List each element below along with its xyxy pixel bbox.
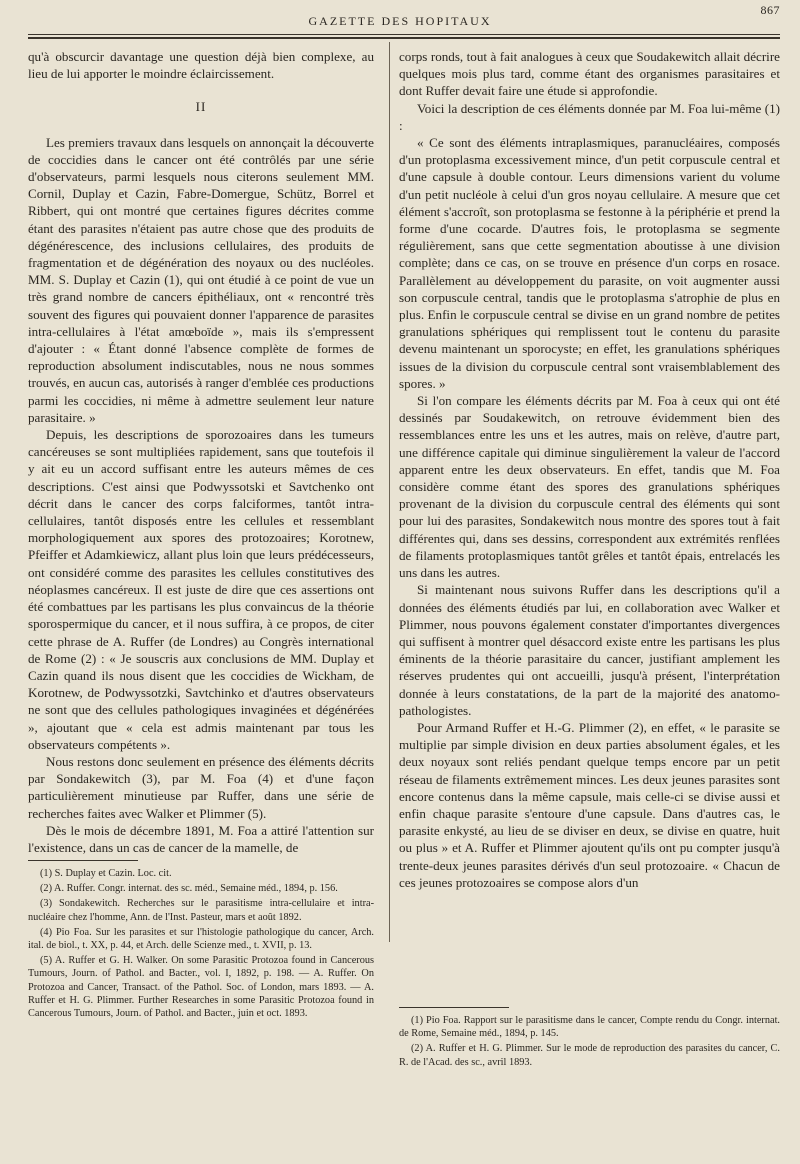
footnote: (2) A. Ruffer et H. G. Plimmer. Sur le mode de reproduction des parasites du cancer, C. R. de l'Acad. des sc., avril 1893. xyxy=(399,1043,780,1068)
page-number: 867 xyxy=(760,3,780,17)
footnote: (5) A. Ruffer et G. H. Walker. On some Parasitic Protozoa found in Cancerous Tumours, Journ. of Pathol. and Bacter., vol. I, 1892, p. 198. — A. Ruffer. On Protozoa and Cancer, Transact. of the Pathol. Soc. of London, mars 1893. — A. Ruffer et H. G. Plimmer. Further Researches in some Parasitic Protozoa found in Cancerous Tumours, Journ. of Pathol. and Bacter., juin et oct. 1893. xyxy=(28,955,374,1020)
right-paragraph: « Ce sont des éléments intraplasmiques, paranucléaires, composés d'un protoplasma excessivement mince, d'un petit corpuscule central et d'une capsule à double contour. Leurs dimensions varient du volume d'un petit nucléole à celui d'un gros noyau cellulaire. A mesure que cet élément s'accroît, son protoplasma se festonne à la périphérie et prend la forme d'une cocarde. D'autres fois, le protoplasma se segmente régulièrement, sans que cette segmentation aboutisse à une division complète; dans ce cas, on se trouve en présence d'un corps en rosace. Parallèlement au développement du parasite, on voit augmenter aussi son corpuscule central, tandis que le protoplasma s'atrophie de plus en plus. Enfin le corpuscule central se divise en un grand nombre de petites granulations sphériques qui remplissent tout le contenu du parasite devenu maintenant un sporocyste; en effet, les granulations sphériques issues de la division du corpuscule central sont vraisemblablement des spores. » xyxy=(399,135,780,391)
header-rule-thick xyxy=(28,37,780,39)
right-column xyxy=(399,48,780,891)
footnote: (1) S. Duplay et Cazin. Loc. cit. xyxy=(40,868,172,879)
left-continuation: qu'à obscurcir davantage une question déjà bien complexe, au lieu de lui apporter le moindre éclaircissement. xyxy=(28,49,374,82)
right-paragraph: Si maintenant nous suivons Ruffer dans les descriptions qu'il a données des éléments étudiés par lui, en collaboration avec Walker et Plimmer, nous pouvons également constater d'importantes divergences qui suffisent à montrer quel désaccord existe entre les partisans les plus éminents de la théorie parasitaire du cancer, justifiant amplement les réserves prudentes qui ont accueilli, jusqu'à présent, l'interprétation donnée à leurs constatations, de la part de la majorité des anatomo-pathologistes. xyxy=(399,582,780,718)
section-heading: II xyxy=(195,99,207,115)
footnote: (3) Sondakewitch. Recherches sur le parasitisme intra-cellulaire et intra-nucléaire chez l'homme, Ann. de l'Inst. Pasteur, mars et août 1892. xyxy=(28,898,374,923)
left-paragraph: Depuis, les descriptions de sporozoaires dans les tumeurs cancéreuses se sont multipliées rapidement, sans que toutefois il y ait eu un accord suffisant entre les auteurs mêmes de ces descriptions. C'est ainsi que Podwyssotski et Savtchenko ont décrit dans le cancer des corps falciformes, tantôt intra-cellulaires, tantôt disposés entre les cellules et ressemblant morphologiquement aux spores des protozoaires; Korotnew, Pfeiffer et Adamkiewicz, allant plus loin que leurs prédécesseurs, ont considéré comme des parasites les cellules constitutives des néoplasmes cancéreux. Il est juste de dire que ces assertions ont été combattues par les partisans les plus convaincus de la théorie sporospermique du cancer, et il nous suffira, à ce propos, de citer cette phrase de A. Ruffer (de Londres) au Congrès international de Rome (2) : « Je souscris aux conclusions de MM. Duplay et Cazin quand ils nous disent que les coccidies de Wickham, de Korotnew, de Podwyssotzki, Savtchinko et d'autres observateurs ne sont que des cellules pathologiques invaginées et dégénérées », ajoutant que « cela est admis maintenant par tous les observateurs compétents ». xyxy=(28,427,374,752)
right-continuation: corps ronds, tout à fait analogues à ceux que Soudakewitch allait décrire quelques mois plus tard, comme étant des organismes parasitaires et dont Ruffer devait faire une étude si approfondie. xyxy=(399,49,780,99)
left-footnotes xyxy=(28,860,374,1022)
left-paragraph: Dès le mois de décembre 1891, M. Foa a attiré l'attention sur l'existence, dans un cas de cancer de la mamelle, de xyxy=(28,822,374,855)
running-title: GAZETTE DES HOPITAUX xyxy=(308,14,492,28)
right-paragraph: Si l'on compare les éléments décrits par M. Foa à ceux qui ont été dessinés par Soudakewitch, on retrouve évidemment bien des ressemblances entre les uns et les autres, mais on relève, d'autre part, une différence capitale qui diminue singulièrement la valeur de l'accord apparent entre les deux observateurs. En effet, tandis que M. Foa considère comme étant des spores des granulations sphériques provenant de la division du corpuscule central des éléments qui sont pour lui des parasites, Sondakewitch nous montre des spores tout à fait différentes qui, dans ses dessins, correspondent aux extrémités renflées de filaments protoplasmiques tantôt grêles et tantôt épais, entrelacés les uns dans les autres. xyxy=(399,393,780,581)
left-paragraph: Nous restons donc seulement en présence des éléments décrits par Sondakewitch (3), par M. Foa (4) et d'une façon particulièrement minutieuse par Ruffer, dans une série de recherches faites avec Walker et Plimmer (5). xyxy=(28,753,374,821)
left-paragraph: Les premiers travaux dans lesquels on annonçait la découverte de coccidies dans le cancer ont été contrôlés par une série d'observateurs, parmi lesquels nous citerons seulement MM. Cornil, Duplay et Cazin, Fabre-Domergue, Schütz, Borrel et Ribbert, qui ont montré que certaines figures décrites comme étant des parasites n'étaient pas autre chose que des produits de dégénérescence, des inclusions cellulaires, des produits de fragmentation et de dégénération des noyaux ou des nucléoles. MM. S. Duplay et Cazin (1), qui ont étudié à ce point de vue un très grand nombre de cancers épithéliaux, ont « rencontré très souvent des figures qui pouvaient donner l'apparence de parasites intra-cellulaires à l'état amœboïde », mais ils s'empressent d'ajouter : « Étant donné l'absence complète de formes de reproduction absolument indiscutables, nous ne nous sommes trouvés, en aucun cas, autorisés à ranger d'emblée ces productions parmi les coccidies, ni même à admettre seulement leur nature parasitaire. » xyxy=(28,134,374,425)
right-paragraph: Pour Armand Ruffer et H.-G. Plimmer (2), en effet, « le parasite se multiplie par simple division en deux parties absolument égales, et les deux noyaux sont reliés pendant quelque temps encore par un petit réseau de filaments extrêmement minces. Les deux jeunes parasites sont encore contenus dans la même capsule, mais celle-ci se divise aussi et enfin chaque parasite s'entoure d'une capsule. Dans d'autres cas, le parasite enkysté, au lieu de se diviser en deux, se divise en quatre, huit ou plus » et A. Ruffer et Plimmer ajoutent qu'ils ont pu compter jusqu'à trente-deux jeunes parasites dérivés d'un seul protozoaire. « Chacun de ces jeunes protozoaires se compose alors d'un xyxy=(399,719,780,890)
right-footnotes xyxy=(399,1007,780,1071)
footnote: (4) Pio Foa. Sur les parasites et sur l'histologie pathologique du cancer, Arch. ital. de biol., t. XX, p. 44, et Arch. delle Scienze med., t. XVII, p. 13. xyxy=(28,926,374,952)
footnote-rule xyxy=(399,1007,509,1008)
footnote-rule xyxy=(28,860,138,861)
footnote: (2) A. Ruffer. Congr. internat. des sc. méd., Semaine méd., 1894, p. 156. xyxy=(40,883,338,895)
left-column xyxy=(28,48,374,856)
column-divider xyxy=(389,42,390,942)
header-rule xyxy=(28,34,780,35)
right-paragraph: Voici la description de ces éléments donnée par M. Foa lui-même (1) : xyxy=(399,100,780,133)
footnote: (1) Pio Foa. Rapport sur le parasitisme dans le cancer, Compte rendu du Congr. internat. de Rome, Semaine méd., 1894, p. 145. xyxy=(399,1015,780,1040)
